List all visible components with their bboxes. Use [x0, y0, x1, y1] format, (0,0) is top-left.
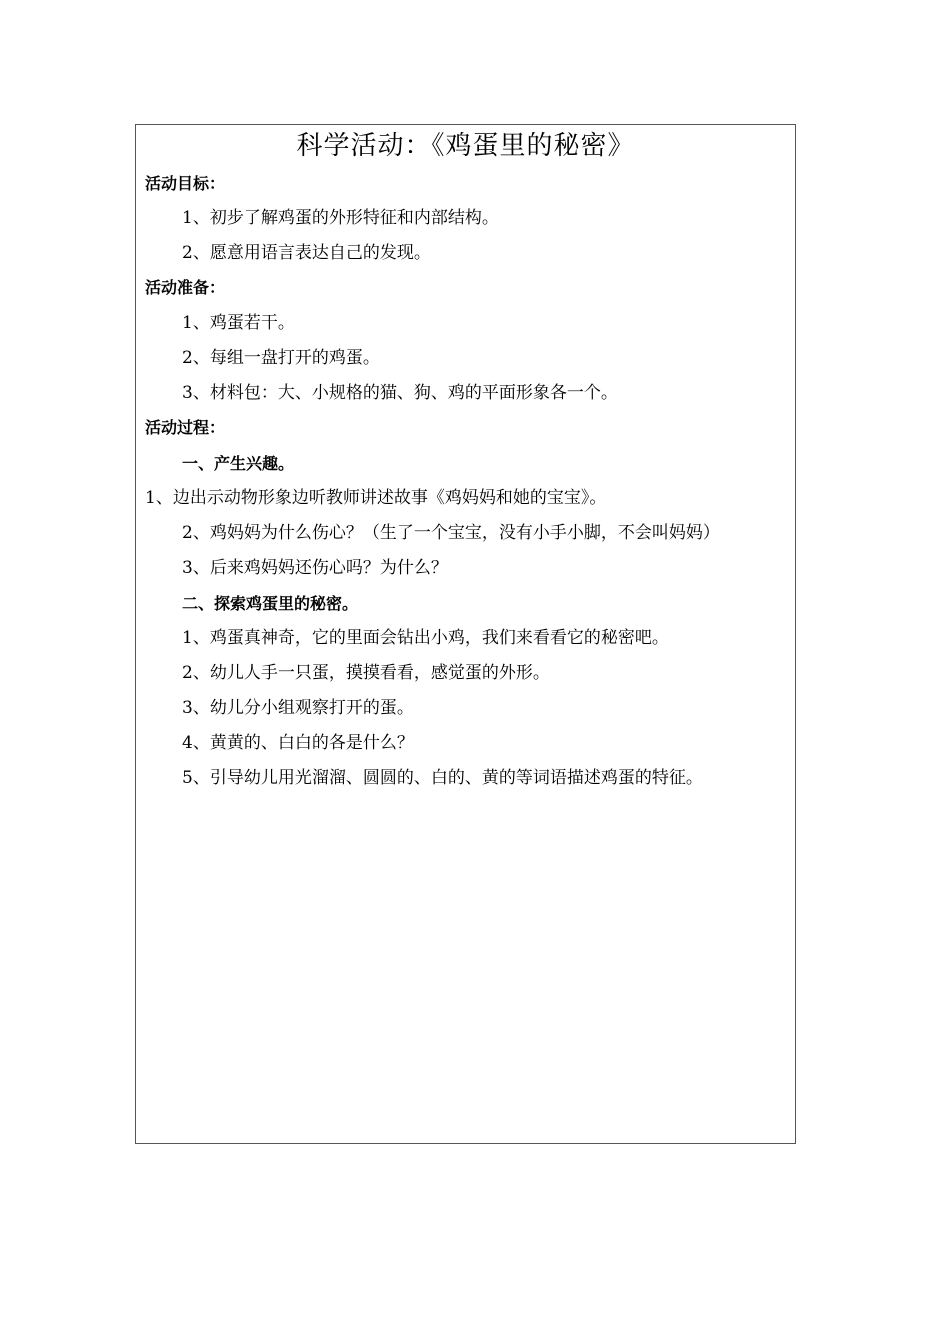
- goals-heading: 活动目标：: [145, 174, 226, 193]
- preparation-heading: 活动准备：: [145, 278, 226, 297]
- process-part2-item-1: 1、鸡蛋真神奇，它的里面会钻出小鸡，我们来看看它的秘密吧。: [182, 628, 669, 648]
- preparation-item-1: 1、鸡蛋若干。: [182, 313, 295, 333]
- process-part1-item-2: 2、鸡妈妈为什么伤心？（生了一个宝宝，没有小手小脚，不会叫妈妈）: [182, 523, 720, 543]
- process-part2-item-3: 3、幼儿分小组观察打开的蛋。: [182, 698, 414, 718]
- process-part2-item-4: 4、黄黄的、白白的各是什么？: [182, 733, 414, 753]
- process-part2-item-5: 5、引导幼儿用光溜溜、圆圆的、白的、黄的等词语描述鸡蛋的特征。: [182, 768, 703, 788]
- process-part2-item-2: 2、幼儿人手一只蛋，摸摸看看，感觉蛋的外形。: [182, 663, 550, 683]
- process-part1-heading: 一、产生兴趣。: [182, 454, 295, 473]
- goal-item-2: 2、愿意用语言表达自己的发现。: [182, 243, 431, 263]
- goal-item-1: 1、初步了解鸡蛋的外形特征和内部结构。: [182, 208, 499, 228]
- process-part2-heading: 二、探索鸡蛋里的秘密。: [182, 594, 359, 613]
- document-frame: [135, 124, 796, 1144]
- process-part1-item-3: 3、后来鸡妈妈还伤心吗？为什么？: [182, 558, 448, 578]
- preparation-item-3: 3、材料包：大、小规格的猫、狗、鸡的平面形象各一个。: [182, 383, 618, 403]
- process-heading: 活动过程：: [145, 418, 226, 437]
- process-part1-item-1: 1、边出示动物形象边听教师讲述故事《鸡妈妈和她的宝宝》。: [145, 488, 607, 508]
- preparation-item-2: 2、每组一盘打开的鸡蛋。: [182, 348, 380, 368]
- document-title: 科学活动：《鸡蛋里的秘密》: [296, 131, 635, 161]
